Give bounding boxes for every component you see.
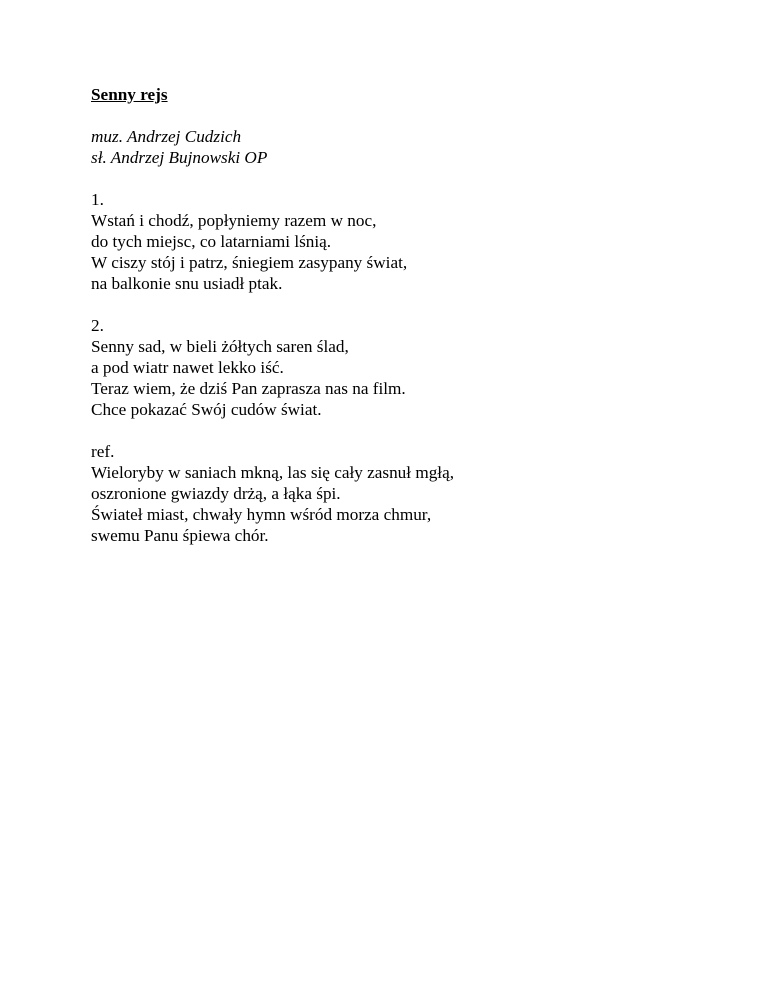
- verse-1: [91, 189, 731, 294]
- lyric-line: Teraz wiem, że dziś Pan zaprasza nas na film.: [91, 379, 406, 398]
- lyric-line: do tych miejsc, co latarniami lśnią.: [91, 232, 332, 251]
- lyric-line: Wstań i chodź, popłyniemy razem w noc,: [91, 211, 377, 230]
- lyric-line: oszronione gwiazdy drżą, a łąka śpi.: [91, 484, 341, 503]
- song-credits: [91, 126, 731, 168]
- composer-credit: muz. Andrzej Cudzich: [91, 127, 242, 146]
- lyric-line: Wieloryby w saniach mkną, las się cały zasnuł mgłą,: [91, 463, 455, 482]
- verse-1-label: 1.: [91, 190, 104, 209]
- lyric-line: swemu Panu śpiewa chór.: [91, 526, 269, 545]
- lyricist-credit: sł. Andrzej Bujnowski OP: [91, 148, 268, 167]
- verse-2-label: 2.: [91, 316, 104, 335]
- lyric-line: a pod wiatr nawet lekko iść.: [91, 358, 284, 377]
- lyric-line: W ciszy stój i patrz, śniegiem zasypany świat,: [91, 253, 408, 272]
- lyric-line: Świateł miast, chwały hymn wśród morza chmur,: [91, 505, 432, 524]
- lyric-line: Senny sad, w bieli żółtych saren ślad,: [91, 337, 349, 356]
- verse-2: [91, 315, 731, 420]
- lyric-line: Chce pokazać Swój cudów świat.: [91, 400, 322, 419]
- lyric-line: na balkonie snu usiadł ptak.: [91, 274, 283, 293]
- song-text: [91, 84, 731, 546]
- refrain: [91, 441, 731, 546]
- song-title: Senny rejs: [91, 85, 168, 104]
- refrain-label: ref.: [91, 442, 115, 461]
